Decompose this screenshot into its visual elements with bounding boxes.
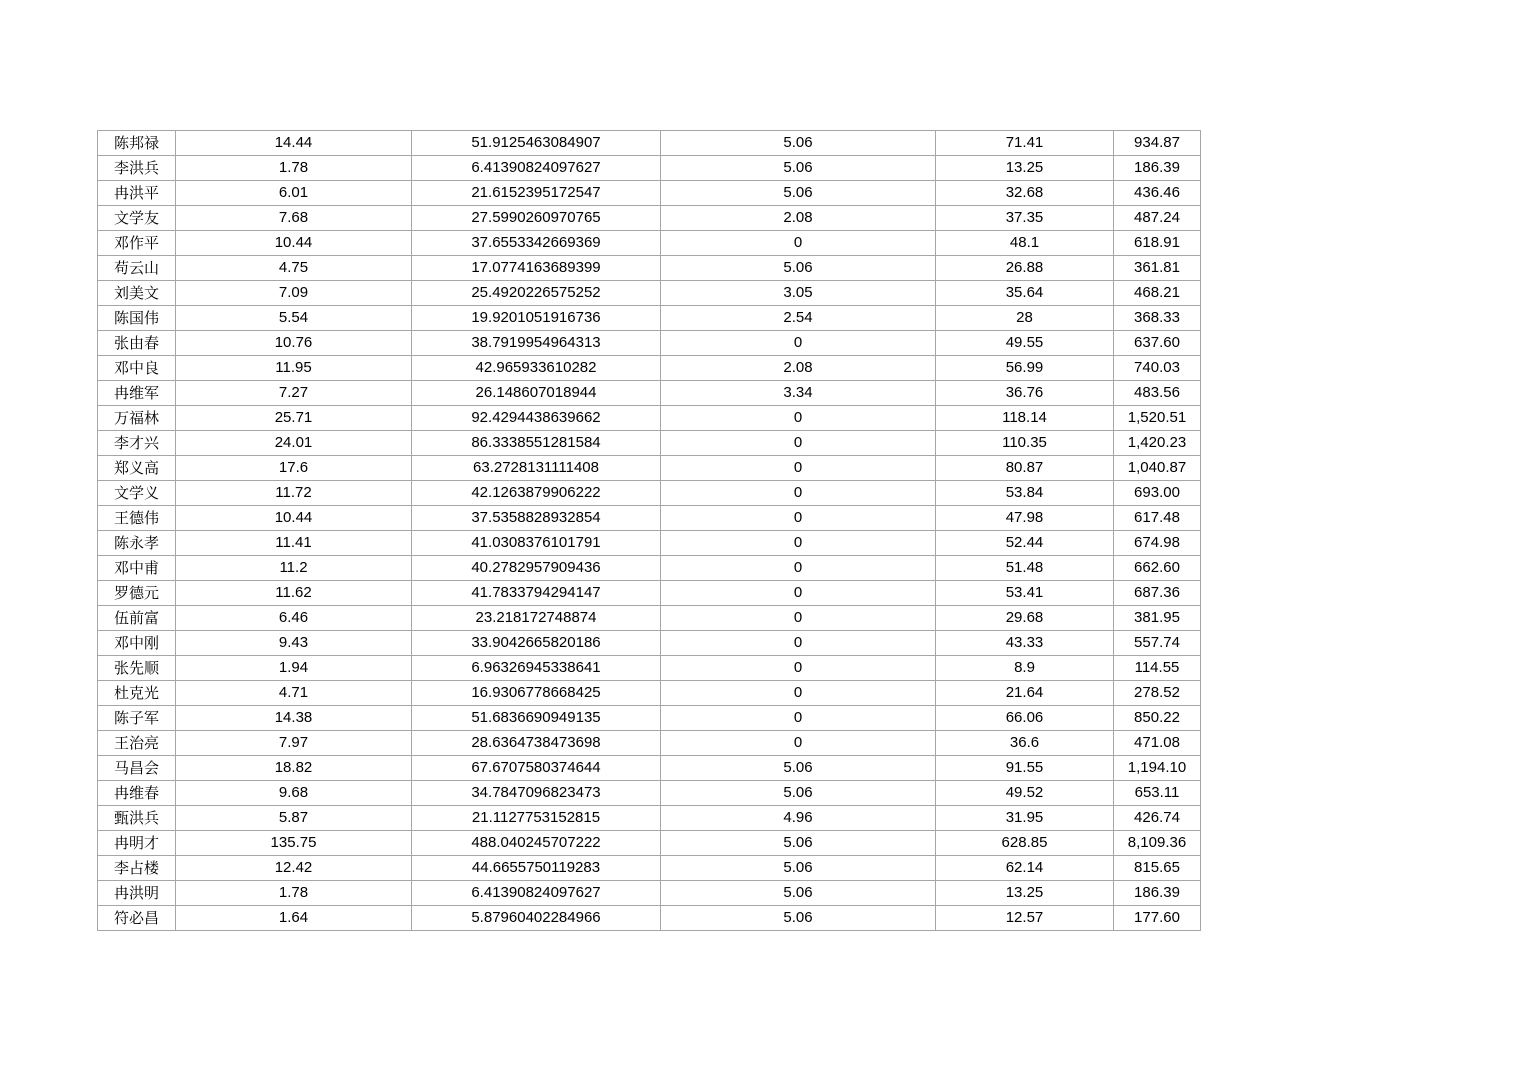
value-cell-col-3: 37.6553342669369 bbox=[412, 231, 661, 256]
value-cell-col-2: 11.95 bbox=[176, 356, 412, 381]
table-row bbox=[98, 731, 1201, 756]
table-row bbox=[98, 181, 1201, 206]
name-cell: 甄洪兵 bbox=[98, 806, 176, 831]
value-cell-col-5: 13.25 bbox=[936, 156, 1114, 181]
value-cell-col-4: 0 bbox=[661, 656, 936, 681]
value-cell-col-5: 628.85 bbox=[936, 831, 1114, 856]
value-cell-col-6: 278.52 bbox=[1114, 681, 1201, 706]
name-cell: 冉洪平 bbox=[98, 181, 176, 206]
name-cell: 伍前富 bbox=[98, 606, 176, 631]
table-row bbox=[98, 531, 1201, 556]
value-cell-col-3: 44.6655750119283 bbox=[412, 856, 661, 881]
value-cell-col-2: 7.27 bbox=[176, 381, 412, 406]
value-cell-col-5: 91.55 bbox=[936, 756, 1114, 781]
value-cell-col-3: 92.4294438639662 bbox=[412, 406, 661, 431]
name-cell: 邓中刚 bbox=[98, 631, 176, 656]
value-cell-col-5: 43.33 bbox=[936, 631, 1114, 656]
name-cell: 陈永孝 bbox=[98, 531, 176, 556]
value-cell-col-3: 17.0774163689399 bbox=[412, 256, 661, 281]
value-cell-col-2: 5.87 bbox=[176, 806, 412, 831]
value-cell-col-6: 186.39 bbox=[1114, 156, 1201, 181]
table-row bbox=[98, 706, 1201, 731]
value-cell-col-3: 33.9042665820186 bbox=[412, 631, 661, 656]
value-cell-col-5: 36.6 bbox=[936, 731, 1114, 756]
value-cell-col-2: 7.09 bbox=[176, 281, 412, 306]
value-cell-col-4: 4.96 bbox=[661, 806, 936, 831]
table-row bbox=[98, 456, 1201, 481]
value-cell-col-5: 62.14 bbox=[936, 856, 1114, 881]
value-cell-col-4: 0 bbox=[661, 531, 936, 556]
value-cell-col-4: 0 bbox=[661, 606, 936, 631]
name-cell: 郑义高 bbox=[98, 456, 176, 481]
value-cell-col-2: 10.44 bbox=[176, 506, 412, 531]
value-cell-col-3: 6.41390824097627 bbox=[412, 156, 661, 181]
value-cell-col-5: 35.64 bbox=[936, 281, 1114, 306]
value-cell-col-3: 51.9125463084907 bbox=[412, 131, 661, 156]
name-cell: 邓中良 bbox=[98, 356, 176, 381]
name-cell: 杜克光 bbox=[98, 681, 176, 706]
value-cell-col-5: 56.99 bbox=[936, 356, 1114, 381]
value-cell-col-6: 637.60 bbox=[1114, 331, 1201, 356]
table-row bbox=[98, 231, 1201, 256]
value-cell-col-6: 557.74 bbox=[1114, 631, 1201, 656]
value-cell-col-4: 5.06 bbox=[661, 906, 936, 931]
name-cell: 刘美文 bbox=[98, 281, 176, 306]
value-cell-col-3: 5.87960402284966 bbox=[412, 906, 661, 931]
value-cell-col-2: 25.71 bbox=[176, 406, 412, 431]
table-row bbox=[98, 631, 1201, 656]
value-cell-col-4: 3.05 bbox=[661, 281, 936, 306]
value-cell-col-5: 8.9 bbox=[936, 656, 1114, 681]
value-cell-col-2: 11.62 bbox=[176, 581, 412, 606]
value-cell-col-3: 488.040245707222 bbox=[412, 831, 661, 856]
value-cell-col-6: 114.55 bbox=[1114, 656, 1201, 681]
value-cell-col-5: 47.98 bbox=[936, 506, 1114, 531]
value-cell-col-5: 32.68 bbox=[936, 181, 1114, 206]
value-cell-col-2: 17.6 bbox=[176, 456, 412, 481]
value-cell-col-3: 16.9306778668425 bbox=[412, 681, 661, 706]
table-row bbox=[98, 256, 1201, 281]
name-cell: 冉维军 bbox=[98, 381, 176, 406]
value-cell-col-6: 177.60 bbox=[1114, 906, 1201, 931]
value-cell-col-5: 118.14 bbox=[936, 406, 1114, 431]
value-cell-col-5: 51.48 bbox=[936, 556, 1114, 581]
value-cell-col-4: 0 bbox=[661, 506, 936, 531]
name-cell: 陈国伟 bbox=[98, 306, 176, 331]
value-cell-col-6: 468.21 bbox=[1114, 281, 1201, 306]
value-cell-col-2: 11.2 bbox=[176, 556, 412, 581]
table-row bbox=[98, 781, 1201, 806]
value-cell-col-4: 0 bbox=[661, 631, 936, 656]
value-cell-col-2: 12.42 bbox=[176, 856, 412, 881]
value-cell-col-5: 48.1 bbox=[936, 231, 1114, 256]
name-cell: 李才兴 bbox=[98, 431, 176, 456]
name-cell: 冉洪明 bbox=[98, 881, 176, 906]
value-cell-col-6: 368.33 bbox=[1114, 306, 1201, 331]
value-cell-col-5: 52.44 bbox=[936, 531, 1114, 556]
value-cell-col-2: 1.64 bbox=[176, 906, 412, 931]
data-table bbox=[97, 130, 1201, 931]
value-cell-col-3: 41.0308376101791 bbox=[412, 531, 661, 556]
value-cell-col-5: 53.41 bbox=[936, 581, 1114, 606]
value-cell-col-3: 63.2728131111408 bbox=[412, 456, 661, 481]
value-cell-col-3: 42.965933610282 bbox=[412, 356, 661, 381]
value-cell-col-5: 80.87 bbox=[936, 456, 1114, 481]
value-cell-col-3: 67.6707580374644 bbox=[412, 756, 661, 781]
value-cell-col-6: 1,194.10 bbox=[1114, 756, 1201, 781]
value-cell-col-6: 487.24 bbox=[1114, 206, 1201, 231]
value-cell-col-3: 25.4920226575252 bbox=[412, 281, 661, 306]
value-cell-col-2: 7.68 bbox=[176, 206, 412, 231]
name-cell: 冉明才 bbox=[98, 831, 176, 856]
table-row bbox=[98, 881, 1201, 906]
value-cell-col-2: 1.78 bbox=[176, 156, 412, 181]
table-row bbox=[98, 356, 1201, 381]
value-cell-col-4: 5.06 bbox=[661, 131, 936, 156]
value-cell-col-4: 5.06 bbox=[661, 156, 936, 181]
value-cell-col-6: 815.65 bbox=[1114, 856, 1201, 881]
value-cell-col-4: 2.08 bbox=[661, 206, 936, 231]
value-cell-col-5: 110.35 bbox=[936, 431, 1114, 456]
value-cell-col-4: 3.34 bbox=[661, 381, 936, 406]
value-cell-col-4: 5.06 bbox=[661, 831, 936, 856]
value-cell-col-6: 693.00 bbox=[1114, 481, 1201, 506]
value-cell-col-5: 31.95 bbox=[936, 806, 1114, 831]
value-cell-col-2: 5.54 bbox=[176, 306, 412, 331]
value-cell-col-4: 2.08 bbox=[661, 356, 936, 381]
value-cell-col-4: 0 bbox=[661, 731, 936, 756]
value-cell-col-3: 28.6364738473698 bbox=[412, 731, 661, 756]
value-cell-col-2: 1.94 bbox=[176, 656, 412, 681]
value-cell-col-3: 38.7919954964313 bbox=[412, 331, 661, 356]
value-cell-col-2: 14.44 bbox=[176, 131, 412, 156]
value-cell-col-3: 42.1263879906222 bbox=[412, 481, 661, 506]
value-cell-col-3: 40.2782957909436 bbox=[412, 556, 661, 581]
table-body bbox=[98, 131, 1201, 931]
value-cell-col-4: 0 bbox=[661, 456, 936, 481]
name-cell: 李占楼 bbox=[98, 856, 176, 881]
value-cell-col-3: 41.7833794294147 bbox=[412, 581, 661, 606]
value-cell-col-4: 5.06 bbox=[661, 256, 936, 281]
value-cell-col-2: 4.75 bbox=[176, 256, 412, 281]
table-row bbox=[98, 831, 1201, 856]
value-cell-col-5: 53.84 bbox=[936, 481, 1114, 506]
value-cell-col-6: 1,420.23 bbox=[1114, 431, 1201, 456]
value-cell-col-6: 618.91 bbox=[1114, 231, 1201, 256]
value-cell-col-4: 0 bbox=[661, 406, 936, 431]
table-row bbox=[98, 656, 1201, 681]
value-cell-col-2: 6.01 bbox=[176, 181, 412, 206]
value-cell-col-5: 66.06 bbox=[936, 706, 1114, 731]
value-cell-col-2: 18.82 bbox=[176, 756, 412, 781]
value-cell-col-5: 28 bbox=[936, 306, 1114, 331]
name-cell: 王治亮 bbox=[98, 731, 176, 756]
value-cell-col-2: 135.75 bbox=[176, 831, 412, 856]
table-row bbox=[98, 506, 1201, 531]
table-row bbox=[98, 556, 1201, 581]
value-cell-col-2: 10.44 bbox=[176, 231, 412, 256]
value-cell-col-6: 740.03 bbox=[1114, 356, 1201, 381]
value-cell-col-2: 10.76 bbox=[176, 331, 412, 356]
value-cell-col-6: 361.81 bbox=[1114, 256, 1201, 281]
value-cell-col-3: 27.5990260970765 bbox=[412, 206, 661, 231]
table-row bbox=[98, 606, 1201, 631]
value-cell-col-2: 9.68 bbox=[176, 781, 412, 806]
value-cell-col-2: 7.97 bbox=[176, 731, 412, 756]
value-cell-col-6: 1,520.51 bbox=[1114, 406, 1201, 431]
table-row bbox=[98, 406, 1201, 431]
table-row bbox=[98, 856, 1201, 881]
name-cell: 冉维春 bbox=[98, 781, 176, 806]
value-cell-col-3: 21.1127753152815 bbox=[412, 806, 661, 831]
value-cell-col-5: 29.68 bbox=[936, 606, 1114, 631]
value-cell-col-4: 0 bbox=[661, 706, 936, 731]
value-cell-col-2: 11.72 bbox=[176, 481, 412, 506]
name-cell: 李洪兵 bbox=[98, 156, 176, 181]
table-row bbox=[98, 281, 1201, 306]
value-cell-col-3: 19.9201051916736 bbox=[412, 306, 661, 331]
value-cell-col-6: 687.36 bbox=[1114, 581, 1201, 606]
value-cell-col-4: 0 bbox=[661, 231, 936, 256]
value-cell-col-4: 0 bbox=[661, 581, 936, 606]
value-cell-col-2: 14.38 bbox=[176, 706, 412, 731]
name-cell: 张由春 bbox=[98, 331, 176, 356]
table-row bbox=[98, 481, 1201, 506]
table-row bbox=[98, 331, 1201, 356]
table-row bbox=[98, 156, 1201, 181]
table-row bbox=[98, 756, 1201, 781]
value-cell-col-4: 5.06 bbox=[661, 756, 936, 781]
value-cell-col-4: 5.06 bbox=[661, 881, 936, 906]
name-cell: 马昌会 bbox=[98, 756, 176, 781]
name-cell: 陈子军 bbox=[98, 706, 176, 731]
table-row bbox=[98, 681, 1201, 706]
value-cell-col-3: 86.3338551281584 bbox=[412, 431, 661, 456]
value-cell-col-5: 49.55 bbox=[936, 331, 1114, 356]
value-cell-col-5: 21.64 bbox=[936, 681, 1114, 706]
value-cell-col-4: 0 bbox=[661, 681, 936, 706]
value-cell-col-3: 26.148607018944 bbox=[412, 381, 661, 406]
name-cell: 文学友 bbox=[98, 206, 176, 231]
value-cell-col-2: 4.71 bbox=[176, 681, 412, 706]
table-row bbox=[98, 381, 1201, 406]
name-cell: 王德伟 bbox=[98, 506, 176, 531]
value-cell-col-3: 51.6836690949135 bbox=[412, 706, 661, 731]
name-cell: 苟云山 bbox=[98, 256, 176, 281]
value-cell-col-6: 1,040.87 bbox=[1114, 456, 1201, 481]
value-cell-col-2: 1.78 bbox=[176, 881, 412, 906]
table-row bbox=[98, 806, 1201, 831]
table-row bbox=[98, 906, 1201, 931]
value-cell-col-6: 426.74 bbox=[1114, 806, 1201, 831]
name-cell: 文学义 bbox=[98, 481, 176, 506]
value-cell-col-6: 850.22 bbox=[1114, 706, 1201, 731]
value-cell-col-6: 8,109.36 bbox=[1114, 831, 1201, 856]
value-cell-col-5: 49.52 bbox=[936, 781, 1114, 806]
value-cell-col-4: 2.54 bbox=[661, 306, 936, 331]
name-cell: 邓中甫 bbox=[98, 556, 176, 581]
table-row bbox=[98, 131, 1201, 156]
value-cell-col-4: 0 bbox=[661, 481, 936, 506]
value-cell-col-5: 36.76 bbox=[936, 381, 1114, 406]
value-cell-col-4: 0 bbox=[661, 556, 936, 581]
name-cell: 万福林 bbox=[98, 406, 176, 431]
value-cell-col-3: 21.6152395172547 bbox=[412, 181, 661, 206]
value-cell-col-3: 6.41390824097627 bbox=[412, 881, 661, 906]
value-cell-col-6: 483.56 bbox=[1114, 381, 1201, 406]
value-cell-col-3: 37.5358828932854 bbox=[412, 506, 661, 531]
value-cell-col-6: 436.46 bbox=[1114, 181, 1201, 206]
table-row bbox=[98, 206, 1201, 231]
name-cell: 罗德元 bbox=[98, 581, 176, 606]
value-cell-col-4: 0 bbox=[661, 431, 936, 456]
value-cell-col-2: 24.01 bbox=[176, 431, 412, 456]
value-cell-col-4: 0 bbox=[661, 331, 936, 356]
value-cell-col-6: 674.98 bbox=[1114, 531, 1201, 556]
table-row bbox=[98, 306, 1201, 331]
value-cell-col-5: 12.57 bbox=[936, 906, 1114, 931]
value-cell-col-3: 23.218172748874 bbox=[412, 606, 661, 631]
table-row bbox=[98, 581, 1201, 606]
name-cell: 邓作平 bbox=[98, 231, 176, 256]
value-cell-col-2: 9.43 bbox=[176, 631, 412, 656]
value-cell-col-5: 71.41 bbox=[936, 131, 1114, 156]
value-cell-col-6: 617.48 bbox=[1114, 506, 1201, 531]
table-row bbox=[98, 431, 1201, 456]
value-cell-col-4: 5.06 bbox=[661, 856, 936, 881]
value-cell-col-2: 6.46 bbox=[176, 606, 412, 631]
value-cell-col-6: 471.08 bbox=[1114, 731, 1201, 756]
value-cell-col-6: 381.95 bbox=[1114, 606, 1201, 631]
value-cell-col-6: 186.39 bbox=[1114, 881, 1201, 906]
value-cell-col-6: 662.60 bbox=[1114, 556, 1201, 581]
value-cell-col-2: 11.41 bbox=[176, 531, 412, 556]
value-cell-col-3: 6.96326945338641 bbox=[412, 656, 661, 681]
name-cell: 陈邦禄 bbox=[98, 131, 176, 156]
name-cell: 张先顺 bbox=[98, 656, 176, 681]
name-cell: 符必昌 bbox=[98, 906, 176, 931]
value-cell-col-6: 653.11 bbox=[1114, 781, 1201, 806]
value-cell-col-4: 5.06 bbox=[661, 181, 936, 206]
value-cell-col-5: 37.35 bbox=[936, 206, 1114, 231]
value-cell-col-3: 34.7847096823473 bbox=[412, 781, 661, 806]
value-cell-col-5: 13.25 bbox=[936, 881, 1114, 906]
value-cell-col-6: 934.87 bbox=[1114, 131, 1201, 156]
value-cell-col-4: 5.06 bbox=[661, 781, 936, 806]
value-cell-col-5: 26.88 bbox=[936, 256, 1114, 281]
